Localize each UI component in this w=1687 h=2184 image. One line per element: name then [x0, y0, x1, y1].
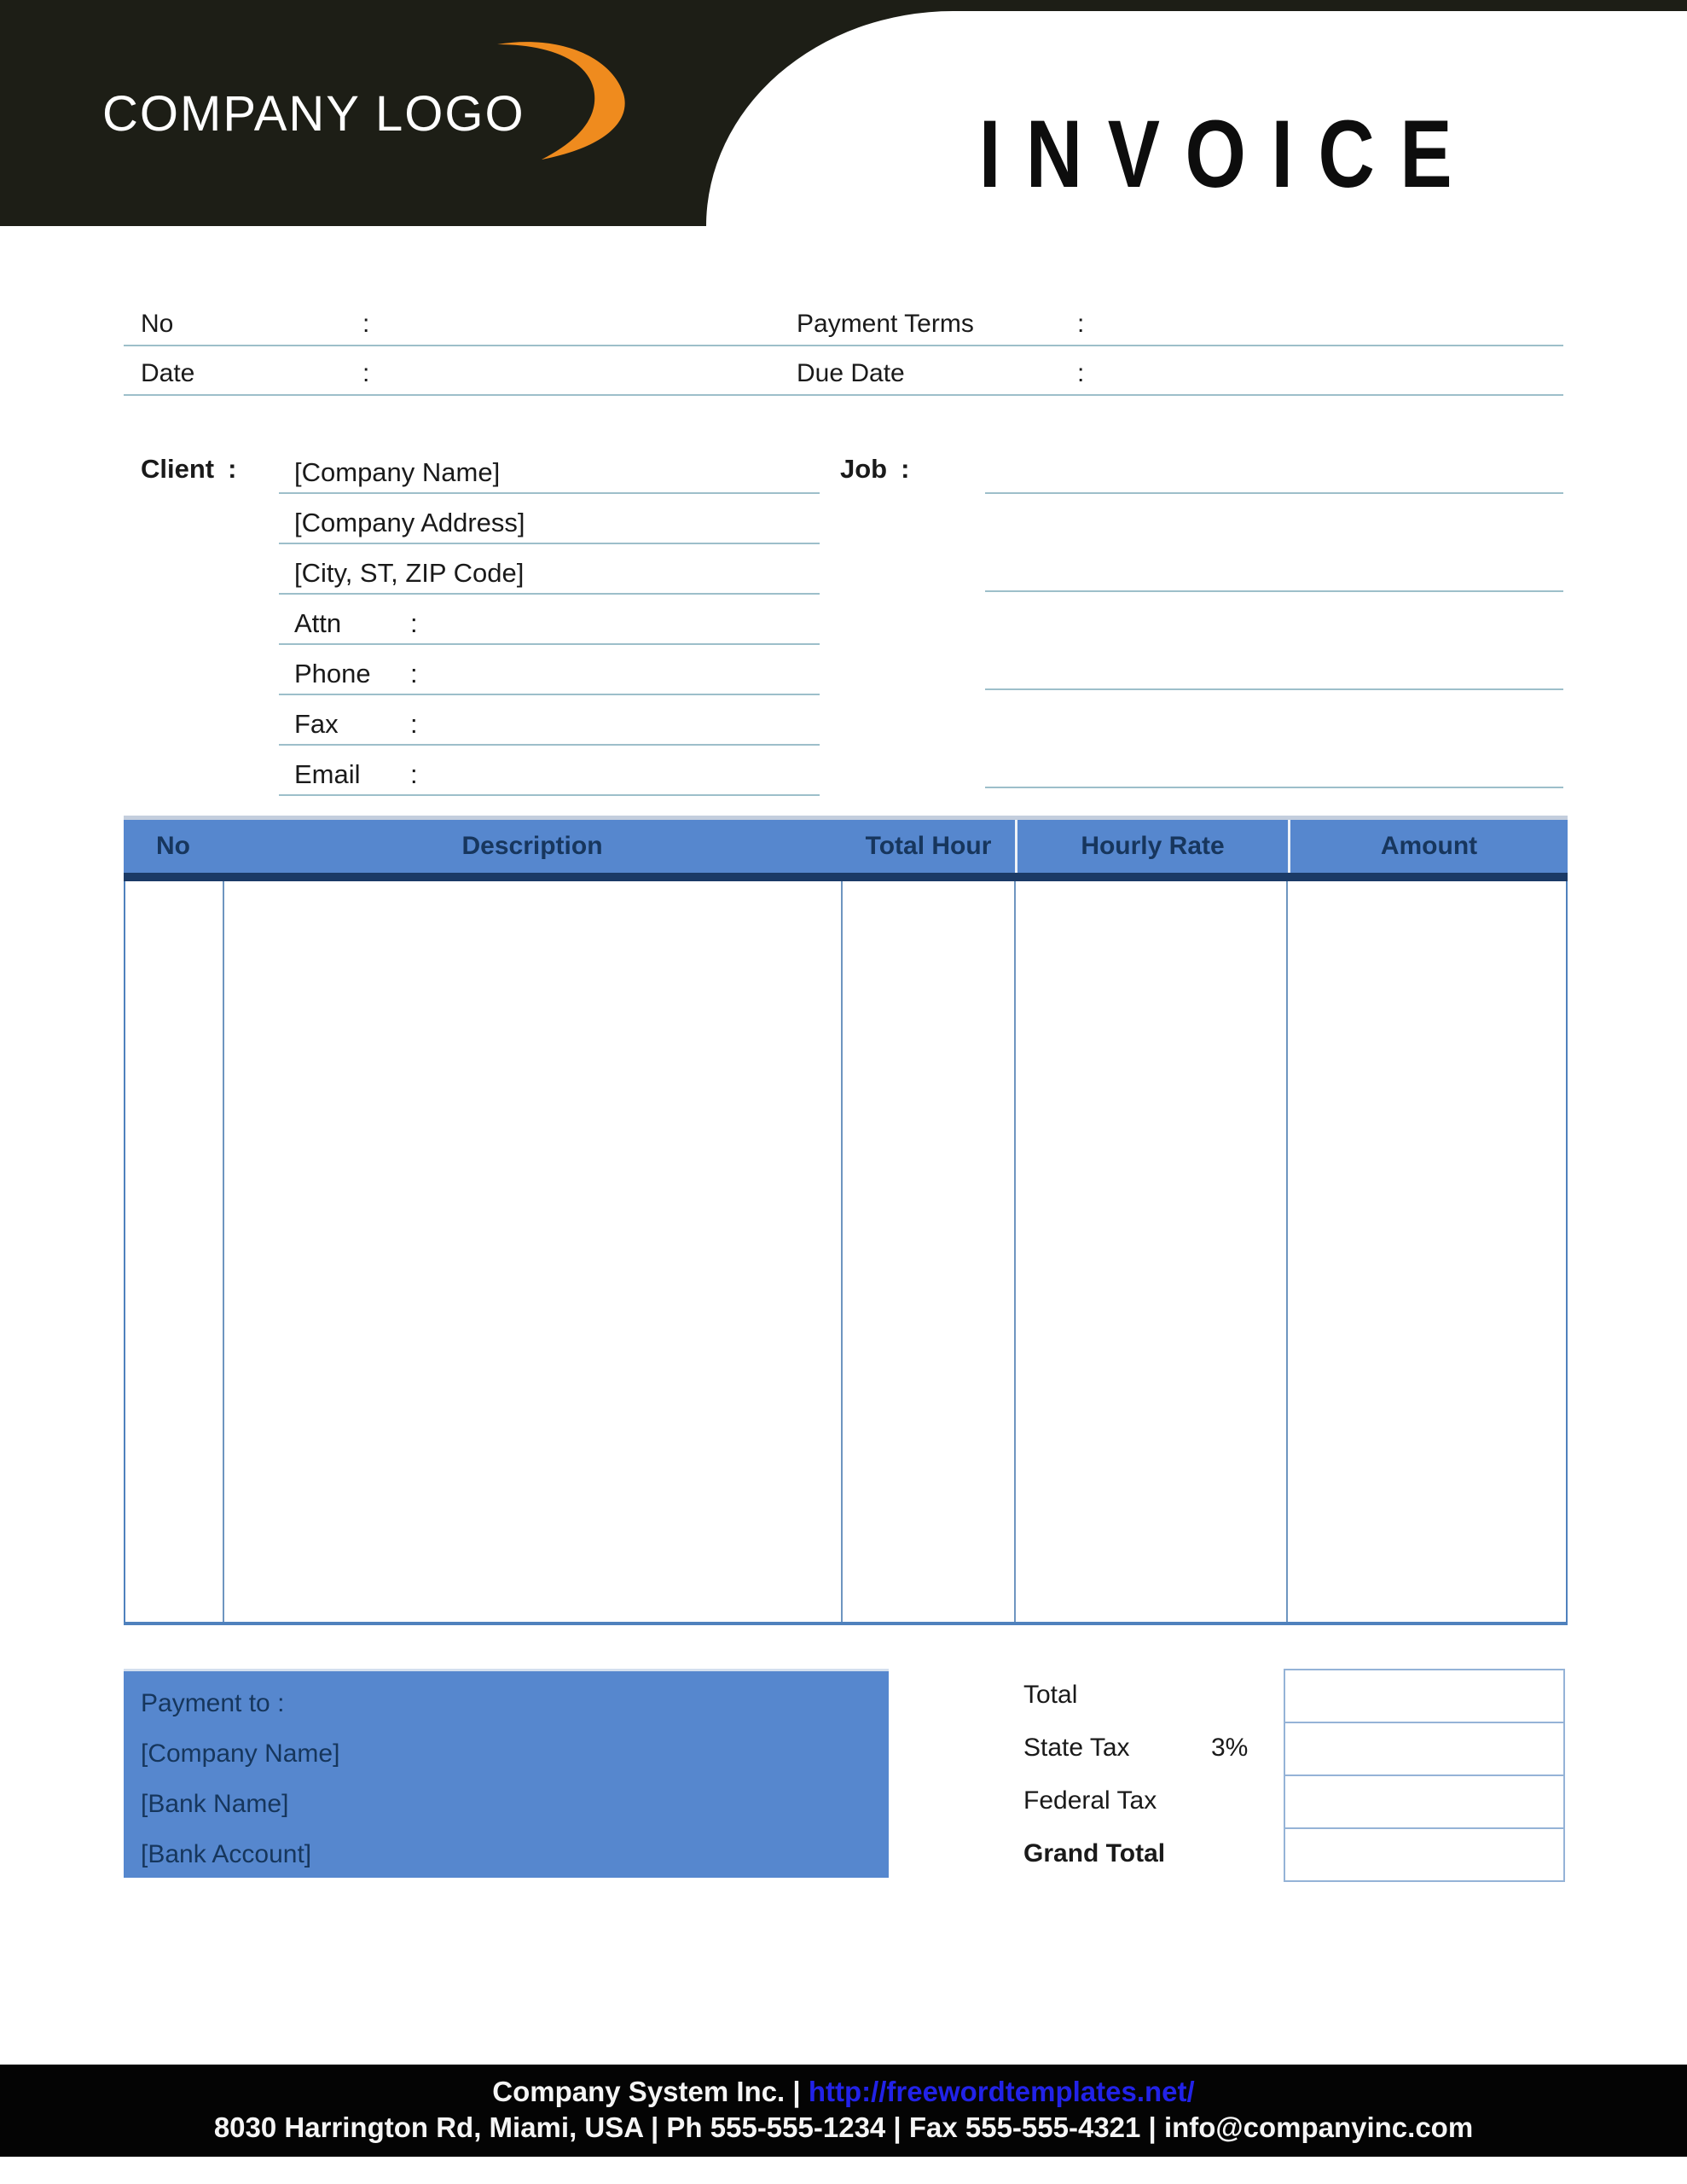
- meta-row-no: [124, 311, 1563, 346]
- job-line-4[interactable]: [985, 690, 1563, 788]
- logo-swoosh-icon: [482, 34, 648, 162]
- client-section-label: [141, 454, 236, 485]
- federal-tax-label-row: [1023, 1774, 1279, 1827]
- state-tax-rate: 3%: [1211, 1734, 1249, 1762]
- no-colon: :: [362, 310, 370, 338]
- items-table-body: [124, 881, 1568, 1625]
- meta-row-date: [124, 346, 1563, 396]
- phone-label: Phone: [294, 659, 371, 688]
- date-label: Date: [141, 359, 195, 387]
- footer-line-1: [0, 2074, 1687, 2110]
- items-table: [124, 816, 1568, 1625]
- state-tax-value-box[interactable]: [1285, 1722, 1563, 1774]
- job-section-label: [840, 454, 909, 485]
- no-label: No: [141, 310, 174, 338]
- job-label-colon: :: [901, 454, 910, 484]
- header-cell-hourly-rate: Hourly Rate: [1015, 820, 1288, 873]
- client-fields: [279, 444, 820, 796]
- meta-section: [124, 311, 1563, 396]
- body-cell-amount[interactable]: [1286, 881, 1566, 1622]
- invoice-title: INVOICE: [978, 101, 1478, 207]
- client-company-address-field[interactable]: [279, 494, 820, 544]
- attn-label: Attn: [294, 608, 342, 638]
- total-value-box[interactable]: [1285, 1670, 1563, 1722]
- payment-bank-account: [Bank Account]: [141, 1839, 312, 1868]
- fax-colon: :: [410, 709, 418, 739]
- totals-value-boxes: [1284, 1669, 1565, 1882]
- payment-bank-name: [Bank Name]: [141, 1789, 289, 1818]
- client-email-field[interactable]: [279, 746, 820, 796]
- body-cell-description[interactable]: [223, 881, 841, 1622]
- due-date-colon: :: [1077, 359, 1085, 387]
- payment-company-name: [Company Name]: [141, 1739, 340, 1768]
- body-cell-total-hour[interactable]: [841, 881, 1014, 1622]
- payment-terms-label: Payment Terms: [797, 310, 974, 338]
- client-label-text: Client: [141, 454, 215, 484]
- footer-separator: |: [792, 2076, 801, 2107]
- footer-company: Company System Inc.: [492, 2076, 786, 2107]
- client-phone-field[interactable]: [279, 645, 820, 695]
- federal-tax-label: Federal Tax: [1023, 1786, 1157, 1815]
- footer-url-link[interactable]: http://freewordtemplates.net/: [808, 2076, 1195, 2107]
- due-date-label: Due Date: [797, 359, 905, 387]
- header-cell-total-hour: Total Hour: [865, 832, 992, 860]
- client-company-name-value: [Company Name]: [294, 457, 501, 487]
- client-attn-field[interactable]: [279, 595, 820, 645]
- fax-label: Fax: [294, 709, 339, 739]
- attn-colon: :: [410, 608, 418, 638]
- job-line-3[interactable]: [985, 592, 1563, 690]
- body-cell-hourly-rate[interactable]: [1014, 881, 1287, 1622]
- company-logo-text: COMPANY LOGO: [102, 86, 525, 142]
- client-city-field[interactable]: [279, 544, 820, 595]
- header-band: [0, 0, 1687, 226]
- footer-bar: [0, 2065, 1687, 2157]
- grand-total-value-box[interactable]: [1285, 1827, 1563, 1880]
- job-label-text: Job: [840, 454, 888, 484]
- total-label: Total: [1023, 1681, 1078, 1709]
- job-fields: [985, 444, 1563, 788]
- email-label: Email: [294, 759, 361, 789]
- phone-colon: :: [410, 659, 418, 688]
- total-label-row: [1023, 1669, 1279, 1722]
- client-fax-field[interactable]: [279, 695, 820, 746]
- items-table-header: [124, 820, 1568, 881]
- totals-labels: [1023, 1669, 1279, 1880]
- client-label-colon: :: [228, 454, 237, 484]
- job-line-1[interactable]: [985, 444, 1563, 494]
- state-tax-label-row: [1023, 1722, 1279, 1774]
- date-colon: :: [362, 359, 370, 387]
- header-cell-no: No: [156, 832, 190, 860]
- payment-terms-colon: :: [1077, 310, 1085, 338]
- payment-to-box: [124, 1669, 889, 1878]
- grand-total-label-row: [1023, 1827, 1279, 1880]
- header-cell-amount: Amount: [1288, 820, 1568, 873]
- client-city-value: [City, ST, ZIP Code]: [294, 558, 525, 588]
- body-cell-no[interactable]: [125, 881, 223, 1622]
- job-line-2[interactable]: [985, 494, 1563, 592]
- email-colon: :: [410, 759, 418, 789]
- header-cell-description: Description: [461, 832, 603, 860]
- payment-to-title: Payment to :: [141, 1688, 285, 1717]
- grand-total-label: Grand Total: [1023, 1839, 1166, 1867]
- footer-line-2: 8030 Harrington Rd, Miami, USA | Ph 555-555-1234 | Fax 555-555-4321 | info@companyinc.com: [213, 2111, 1474, 2143]
- client-company-address-value: [Company Address]: [294, 508, 525, 537]
- client-company-name-field[interactable]: [279, 444, 820, 494]
- federal-tax-value-box[interactable]: [1285, 1774, 1563, 1827]
- state-tax-label: State Tax: [1023, 1734, 1130, 1762]
